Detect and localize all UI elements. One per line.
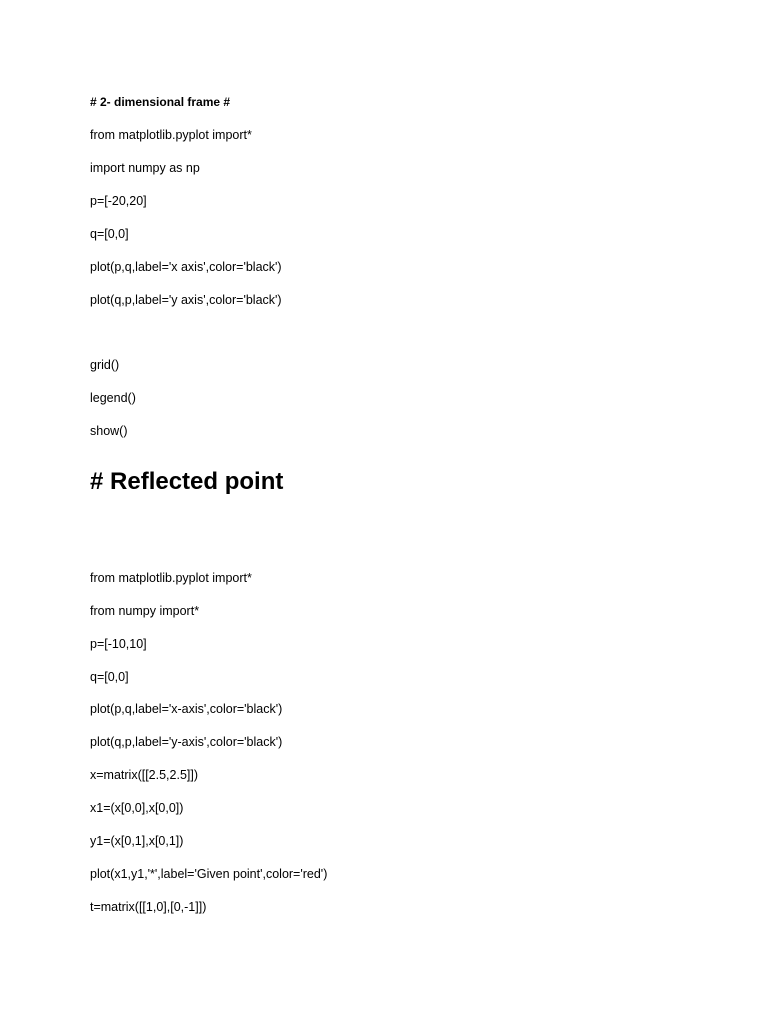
code-line: plot(q,p,label='y-axis',color='black') [90,735,283,749]
section-title: # 2- dimensional frame # [90,95,231,109]
code-line: p=[-10,10] [90,637,147,651]
code-line: plot(x1,y1,'*',label='Given point',color='red') [90,867,328,881]
code-line: p=[-20,20] [90,194,147,208]
code-line: legend() [90,391,136,405]
code-line: plot(q,p,label='y axis',color='black') [90,293,282,307]
code-line: x1=(x[0,0],x[0,0]) [90,801,184,815]
code-line: q=[0,0] [90,227,129,241]
code-line: q=[0,0] [90,670,129,684]
code-line: from numpy import* [90,604,200,618]
code-line: show() [90,424,128,438]
section-heading: # Reflected point [90,468,284,495]
code-line: import numpy as np [90,161,200,175]
code-line: from matplotlib.pyplot import* [90,128,252,142]
code-line: grid() [90,358,120,372]
code-line: x=matrix([[2.5,2.5]]) [90,768,199,782]
code-line: from matplotlib.pyplot import* [90,571,252,585]
code-line: plot(p,q,label='x axis',color='black') [90,260,282,274]
code-line: t=matrix([[1,0],[0,-1]]) [90,900,207,914]
code-line: y1=(x[0,1],x[0,1]) [90,834,184,848]
code-line: plot(p,q,label='x-axis',color='black') [90,702,283,716]
